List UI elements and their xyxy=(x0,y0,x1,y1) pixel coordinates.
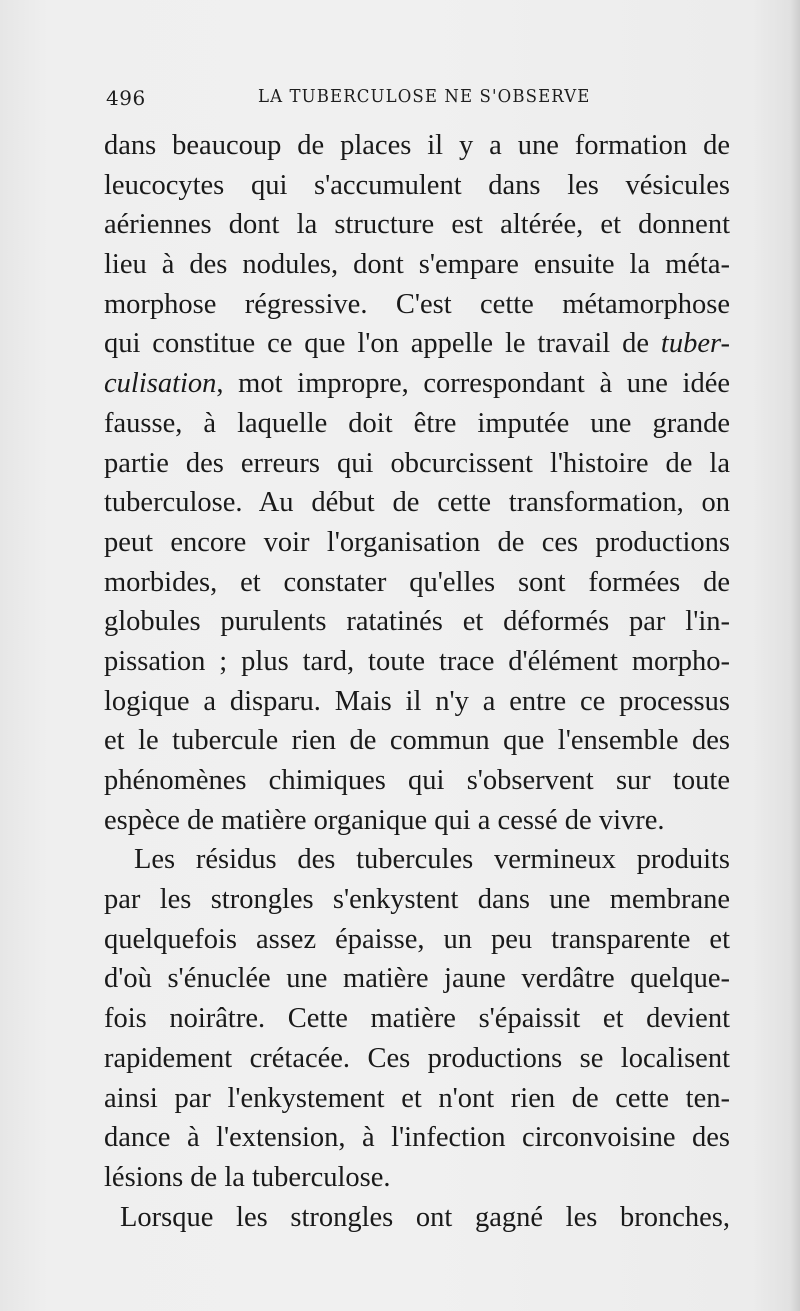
text-line: morbides, et constater qu'elles sont formées de xyxy=(104,566,730,598)
text-line: culisation, mot impropre, correspondant à une idée xyxy=(104,368,730,400)
text-line: espèce de matière organique qui a cessé de vivre. xyxy=(104,804,665,836)
body-text xyxy=(104,126,730,1237)
page-header xyxy=(106,80,726,110)
italic-term: culisation xyxy=(104,368,217,400)
text-line: par les strongles s'enkystent dans une membrane xyxy=(104,884,730,916)
text-line: globules purulents ratatinés et déformés par l'in- xyxy=(104,606,730,638)
text-line: lieu à des nodules, dont s'empare ensuite la méta- xyxy=(104,249,730,281)
italic-term: tuber- xyxy=(660,328,730,360)
text-line: d'où s'énuclée une matière jaune verdâtre quelque- xyxy=(104,963,730,995)
text-line: rapidement crétacée. Ces productions se localisent xyxy=(104,1042,730,1074)
text-line: logique a disparu. Mais il n'y a entre ce processus xyxy=(104,685,730,717)
text-line: Les résidus des tubercules vermineux produits xyxy=(134,844,730,876)
text-line: lésions de la tuberculose. xyxy=(104,1161,391,1193)
text-line: morphose régressive. C'est cette métamorphose xyxy=(104,288,730,320)
text-line: partie des erreurs qui obcurcissent l'histoire de la xyxy=(104,447,730,479)
text-line: peut encore voir l'organisation de ces productions xyxy=(104,526,730,558)
text-line: quelquefois assez épaisse, un peu transparente et xyxy=(104,923,730,955)
text-line: leucocytes qui s'accumulent dans les vésicules xyxy=(104,169,730,201)
text-line: Lorsque les strongles ont gagné les bronches, xyxy=(120,1201,730,1233)
text-line: aériennes dont la structure est altérée, et donnent xyxy=(104,209,730,241)
text-line: et le tubercule rien de commun que l'ensemble des xyxy=(104,725,730,757)
text-line: dance à l'extension, à l'infection circonvoisine des xyxy=(104,1122,730,1154)
text-line: phénomènes chimiques qui s'observent sur toute xyxy=(104,765,730,796)
text-line: fois noirâtre. Cette matière s'épaissit et devient xyxy=(104,1003,730,1035)
page-number: 496 xyxy=(106,86,146,110)
text-line: qui constitue ce que l'on appelle le travail de tuber- xyxy=(104,328,730,360)
text-line: fausse, à laquelle doit être imputée une grande xyxy=(104,407,730,439)
page-edge-shadow xyxy=(790,0,800,1311)
text-line: pissation ; plus tard, toute trace d'élément morpho- xyxy=(104,645,730,677)
text-line: ainsi par l'enkystement et n'ont rien de cette ten- xyxy=(104,1082,730,1114)
text-line: dans beaucoup de places il y a une formation de xyxy=(104,130,730,161)
running-title: LA TUBERCULOSE NE S'OBSERVE xyxy=(258,86,591,107)
text-line: tuberculose. Au début de cette transformation, on xyxy=(104,487,730,519)
